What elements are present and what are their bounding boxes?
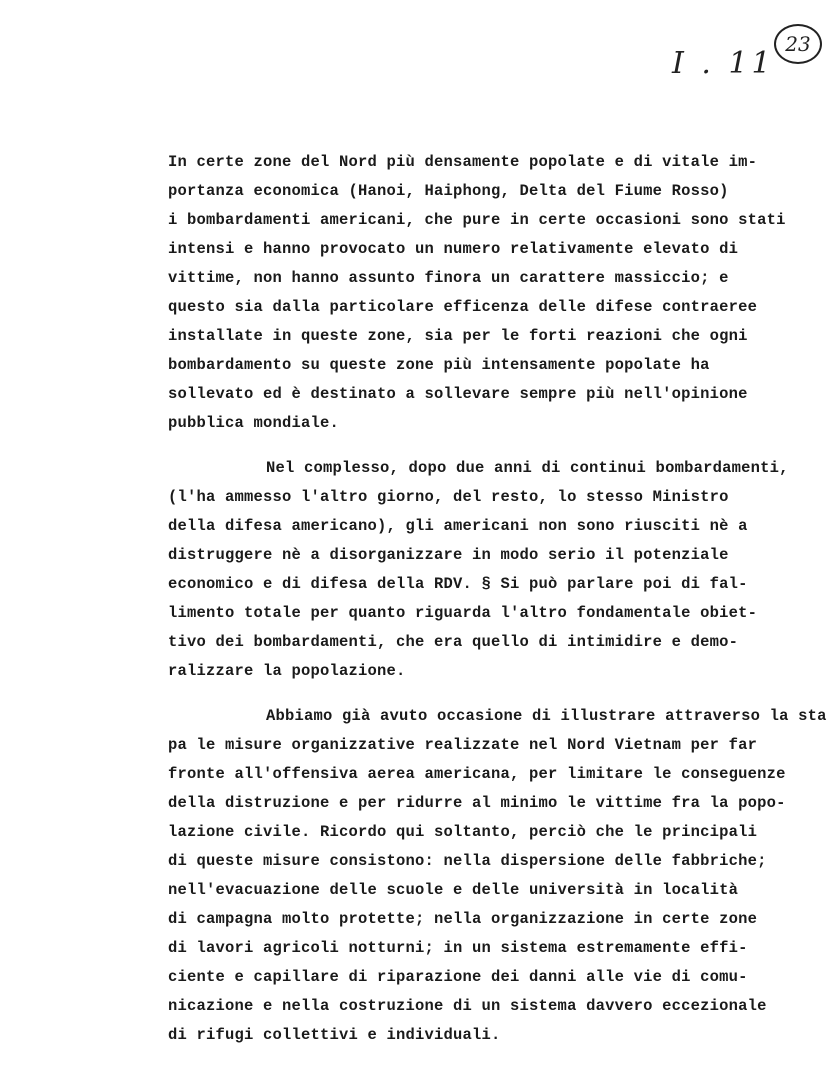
text-line: Nel complesso, dopo due anni di continui bombardamenti, — [266, 459, 789, 477]
circled-page-number: 23 — [774, 24, 822, 64]
text-line: questo sia dalla particolare efficenza delle difese contraeree — [168, 298, 758, 316]
handwritten-section-mark: I . 11 — [672, 46, 775, 81]
text-line: di campagna molto protette; nella organizzazione in certe zone — [168, 910, 758, 928]
text-line: nicazione e nella costruzione di un sistema davvero eccezionale — [168, 997, 767, 1015]
text-line: bombardamento su queste zone più intensamente popolate ha — [168, 356, 710, 374]
text-line: nell'evacuazione delle scuole e delle università in località — [168, 881, 739, 899]
text-line: di rifugi collettivi e individuali. — [168, 1026, 501, 1044]
paragraph-2 — [168, 454, 828, 686]
text-line: i bombardamenti americani, che pure in certe occasioni sono stati — [168, 211, 786, 229]
text-line: lazione civile. Ricordo qui soltanto, perciò che le principali — [168, 823, 758, 841]
text-line: In certe zone del Nord più densamente popolate e di vitale im- — [168, 153, 758, 171]
text-line: economico e di difesa della RDV. § Si può parlare poi di fal- — [168, 575, 748, 593]
paragraph-1 — [168, 148, 828, 438]
text-line: (l'ha ammesso l'altro giorno, del resto, lo stesso Ministro — [168, 488, 729, 506]
text-line: vittime, non hanno assunto finora un carattere massiccio; e — [168, 269, 729, 287]
text-line: portanza economica (Hanoi, Haiphong, Delta del Fiume Rosso) — [168, 182, 729, 200]
text-line: di lavori agricoli notturni; in un sistema estremamente effi- — [168, 939, 748, 957]
text-line: intensi e hanno provocato un numero relativamente elevato di — [168, 240, 739, 258]
text-line: di queste misure consistono: nella dispersione delle fabbriche; — [168, 852, 767, 870]
text-line: distruggere nè a disorganizzare in modo serio il potenziale — [168, 546, 729, 564]
text-line: ralizzare la popolazione. — [168, 662, 406, 680]
text-line: sollevato ed è destinato a sollevare sempre più nell'opinione — [168, 385, 748, 403]
paragraph-3 — [168, 702, 828, 1050]
text-line: Abbiamo già avuto occasione di illustrare attraverso la sta — [266, 707, 827, 725]
text-line: pa le misure organizzative realizzate nel Nord Vietnam per far — [168, 736, 758, 754]
text-line: ciente e capillare di riparazione dei danni alle vie di comu- — [168, 968, 748, 986]
text-line: tivo dei bombardamenti, che era quello di intimidire e demo- — [168, 633, 739, 651]
text-line: della difesa americano), gli americani non sono riusciti nè a — [168, 517, 748, 535]
text-line: fronte all'offensiva aerea americana, per limitare le conseguenze — [168, 765, 786, 783]
text-line: limento totale per quanto riguarda l'altro fondamentale obiet- — [168, 604, 758, 622]
text-line: pubblica mondiale. — [168, 414, 340, 432]
text-line: della distruzione e per ridurre al minimo le vittime fra la popo- — [168, 794, 786, 812]
document-body — [168, 148, 828, 1050]
text-line: installate in queste zone, sia per le forti reazioni che ogni — [168, 327, 748, 345]
